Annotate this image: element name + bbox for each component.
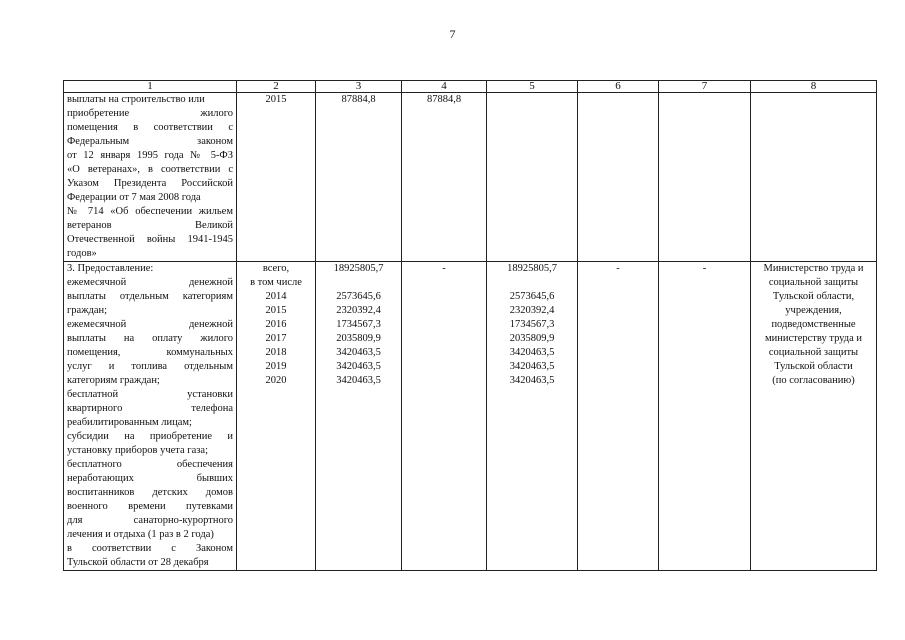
text-line: категориям граждан; xyxy=(67,375,160,386)
amount-line: 2035809,9 xyxy=(509,333,555,344)
row2-executor xyxy=(751,262,877,571)
amount-line: 3420463,5 xyxy=(336,361,381,372)
text-line: годов» xyxy=(67,248,97,259)
row2-col6: - xyxy=(578,262,659,571)
row2-description xyxy=(64,262,237,571)
amount-line: 3420463,5 xyxy=(336,375,381,386)
header-row xyxy=(64,81,877,93)
executor-line: подведомственные xyxy=(771,319,856,330)
text-line: Тульской области от 28 декабря xyxy=(67,557,209,568)
header-cell: 6 xyxy=(578,81,659,93)
text-line: помещения в соответствии с xyxy=(67,122,233,133)
text-line: лечения и отдыха (1 раз в 2 года) xyxy=(67,529,214,540)
amount-line: 18925805,7 xyxy=(333,263,384,274)
text-line: услуг и топлива отдельным xyxy=(67,361,233,372)
table-row xyxy=(64,93,877,262)
header-cell: 4 xyxy=(402,81,487,93)
text-line: выплаты отдельным категориям xyxy=(67,291,233,302)
program-table xyxy=(63,80,877,571)
year-line: в том числе xyxy=(250,277,302,288)
text-line: для санаторно-курортного xyxy=(67,515,233,526)
row2-col7: - xyxy=(659,262,751,571)
row1-col8 xyxy=(751,93,877,262)
amount-line: 2320392,4 xyxy=(336,305,381,316)
header-cell: 5 xyxy=(487,81,578,93)
executor-line: социальной защиты xyxy=(768,347,859,358)
row1-description xyxy=(64,93,237,262)
amount-line: 3420463,5 xyxy=(509,361,555,372)
text-line: граждан; xyxy=(67,305,108,316)
amount-line: 3420463,5 xyxy=(336,347,381,358)
text-line: приобретение жилого xyxy=(67,108,233,119)
header-cell: 3 xyxy=(316,81,402,93)
text-line: установку приборов учета газа; xyxy=(67,445,208,456)
executor-line: Тульской области xyxy=(774,361,853,372)
executor-line: (по согласованию) xyxy=(772,375,855,386)
text-line: Указом Президента Российской xyxy=(67,178,233,189)
row2-years xyxy=(237,262,316,571)
executor-line: министерству труда и xyxy=(764,333,863,344)
amount-line: 3420463,5 xyxy=(509,375,555,386)
header-cell: 7 xyxy=(659,81,751,93)
text-line: воспитанников детских домов xyxy=(67,487,233,498)
row1-col6 xyxy=(578,93,659,262)
text-line: Федеральным законом xyxy=(67,136,233,147)
text-line: ветеранов Великой xyxy=(67,220,233,231)
row1-col5 xyxy=(487,93,578,262)
year-line: 2019 xyxy=(265,361,287,372)
executor-line: Министерство труда и xyxy=(763,263,864,274)
amount-line xyxy=(490,276,574,290)
text-line: № 714 «Об обеспечении жильем xyxy=(67,206,233,217)
year-line: 2014 xyxy=(265,291,287,302)
amount-line: 2573645,6 xyxy=(336,291,381,302)
year-line: 2018 xyxy=(265,347,287,358)
row2-federal: - xyxy=(402,262,487,571)
amount-line: 1734567,3 xyxy=(336,319,381,330)
text-line: бесплатной установки xyxy=(67,389,233,400)
text-line: ежемесячной денежной xyxy=(67,277,233,288)
amount-line: 1734567,3 xyxy=(509,319,555,330)
amount-line: 2035809,9 xyxy=(336,333,381,344)
page-number: 7 xyxy=(449,27,456,41)
year-line: 2016 xyxy=(265,319,287,330)
amount-line: 3420463,5 xyxy=(509,347,555,358)
year-line: всего, xyxy=(262,263,290,274)
header-cell: 8 xyxy=(751,81,877,93)
row1-col7 xyxy=(659,93,751,262)
year-line: 2015 xyxy=(265,305,287,316)
table-row xyxy=(64,262,877,571)
text-line: «О ветеранах», в соответствии с xyxy=(67,164,233,175)
text-line: в соответствии с Законом xyxy=(67,543,233,554)
text-line: ежемесячной денежной xyxy=(67,319,233,330)
text-line: бесплатного обеспечения xyxy=(67,459,233,470)
text-line: от 12 января 1995 года № 5-ФЗ xyxy=(67,150,233,161)
amount-line: 2573645,6 xyxy=(509,291,555,302)
text-line: помещения, коммунальных xyxy=(67,347,233,358)
executor-line: учреждения, xyxy=(785,305,842,316)
executor-line: Тульской области, xyxy=(772,291,855,302)
text-line: военного времени путевками xyxy=(67,501,233,512)
header-cell: 2 xyxy=(237,81,316,93)
year-line: 2020 xyxy=(265,375,287,386)
amount-line: 2320392,4 xyxy=(509,305,555,316)
row2-total xyxy=(316,262,402,571)
row2-regional xyxy=(487,262,578,571)
executor-line: социальной защиты xyxy=(768,277,859,288)
amount-line: 18925805,7 xyxy=(507,263,557,274)
amount-line xyxy=(319,276,398,290)
text-line: выплаты на оплату жилого xyxy=(67,333,233,344)
text-line: субсидии на приобретение и xyxy=(67,431,233,442)
row1-total: 87884,8 xyxy=(316,93,402,262)
row1-federal: 87884,8 xyxy=(402,93,487,262)
text-line: 3. Предоставление: xyxy=(67,263,154,274)
row1-year: 2015 xyxy=(237,93,316,262)
text-line: квартирного телефона xyxy=(67,403,233,414)
text-line: Федерации от 7 мая 2008 года xyxy=(67,192,201,203)
year-line: 2017 xyxy=(265,333,287,344)
text-line: неработающих бывших xyxy=(67,473,233,484)
text-line: выплаты на строительство или xyxy=(67,94,205,105)
text-line: реабилитированным лицам; xyxy=(67,417,192,428)
text-line: Отечественной войны 1941-1945 xyxy=(67,234,233,245)
header-cell: 1 xyxy=(64,81,237,93)
